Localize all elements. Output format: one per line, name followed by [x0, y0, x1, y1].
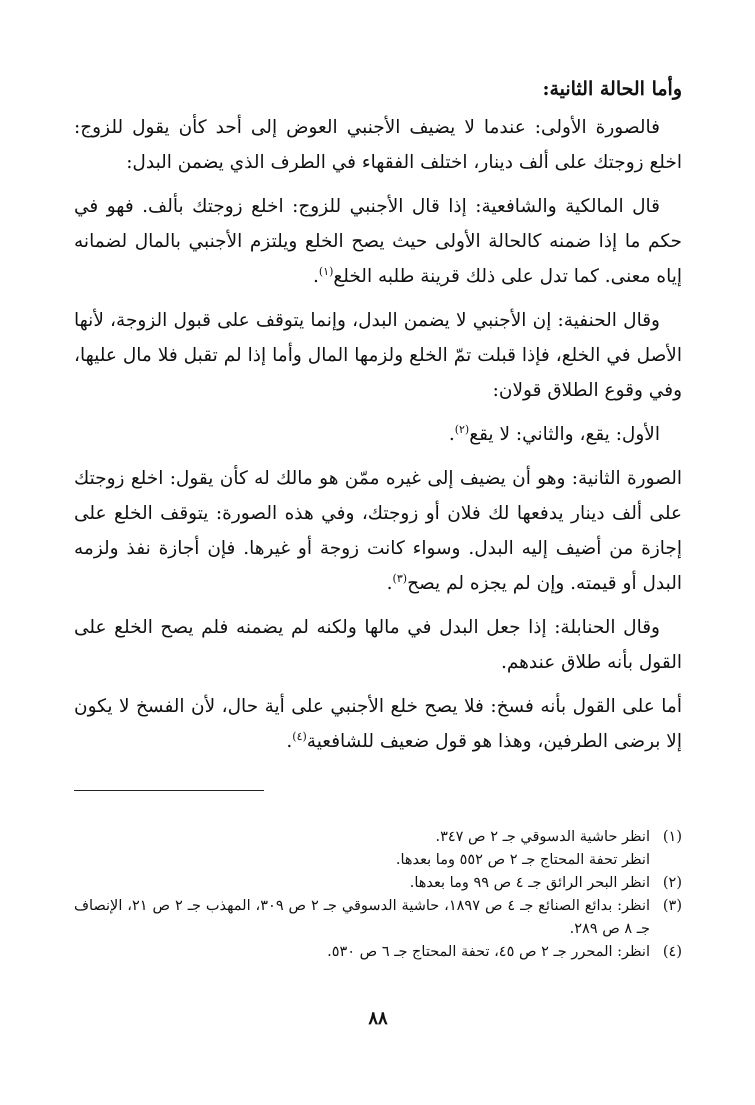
paragraph-text: الصورة الثانية: وهو أن يضيف إلى غيره ممّن هو مالك له كأن يقول: اخلع زوجتك على ألف دينار يدفعها لك فلان أو زوجتك، وفي هذه الصورة: يتوقف الخلع على إجازة من أضيف إليه البدل. وسواء كانت زوجة أو غيرها. فإن أجازة نفذ ولزمه البدل أو قيمته. وإن لم يجزه لم يصح [74, 468, 682, 594]
paragraph-first-form [74, 110, 682, 180]
page-number: ٨٨ [368, 1008, 388, 1029]
punctuation: . [286, 731, 293, 752]
footnotes [74, 826, 682, 964]
footnote-4 [74, 941, 682, 964]
paragraph-hanbali [74, 610, 682, 680]
paragraph-hanafi [74, 303, 682, 408]
paragraph-text: أما على القول بأنه فسخ: فلا يصح خلع الأجنبي على أية حال، لأن الفسخ لا يكون إلا برضى الطرفين، وهذا هو قول ضعيف للشافعية [74, 696, 682, 752]
footnote-ref: (٣) [392, 571, 408, 585]
paragraph-text: وقال الحنفية: إن الأجنبي لا يضمن البدل، وإنما يتوقف على قبول الزوجة، لأنها الأصل في الخلع، فإذا قبلت تمّ الخلع ولزمها المال وأما إذا لم تقبل فلا مال عليها، وفي وقوع الطلاق قولان: [74, 310, 682, 401]
footnote-2 [74, 872, 682, 895]
footnote-number: (٤) [662, 944, 682, 960]
page-body [74, 70, 682, 1029]
paragraph-text: فالصورة الأولى: عندما لا يضيف الأجنبي العوض إلى أحد كأن يقول للزوج: اخلع زوجتك على ألف دينار، اختلف الفقهاء في الطرف الذي يضمن البدل: [74, 117, 682, 173]
footnote-1-continued: انظر تحفة المحتاج جـ ٢ ص ٥٥٢ وما بعدها. [395, 852, 650, 868]
footnote-1 [74, 826, 682, 849]
section-heading: وأما الحالة الثانية: [542, 78, 682, 100]
footnote-number: (٢) [662, 875, 682, 891]
footnote-text: انظر: المحرر جـ ٢ ص ٤٥، تحفة المحتاج جـ ٦ ص ٥٣٠. [327, 944, 650, 960]
footnote-ref: (٤) [292, 729, 307, 743]
paragraph-maliki-shafii [74, 189, 682, 294]
paragraph-annulment [74, 689, 682, 759]
paragraph-text: وقال الحنابلة: إذا جعل البدل في مالها ولكنه لم يضمنه فلم يصح الخلع على القول بأنه طلاق عندهم. [74, 617, 682, 673]
paragraph-two-opinions [74, 417, 682, 452]
footnote-divider [74, 790, 264, 791]
punctuation: . [448, 424, 455, 445]
punctuation: . [312, 266, 319, 287]
punctuation: . [386, 573, 393, 594]
footnote-text: انظر حاشية الدسوقي جـ ٢ ص ٣٤٧. [435, 829, 650, 845]
paragraph-second-form [74, 461, 682, 601]
footnote-ref: (٢) [454, 422, 470, 436]
paragraph-text: الأول: يقع، والثاني: لا يقع [469, 424, 660, 445]
footnote-text: انظر: بدائع الصنائع جـ ٤ ص ١٨٩٧، حاشية الدسوقي جـ ٢ ص ٣٠٩، المهذب جـ ٢ ص ٢١، الإنصاف جـ ٨ ص ٢٨٩. [74, 898, 651, 937]
footnote-number: (١) [662, 829, 682, 845]
footnote-3 [74, 895, 682, 941]
footnote-number: (٣) [662, 898, 682, 914]
footnote-text: انظر البحر الرائق جـ ٤ ص ٩٩ وما بعدها. [409, 875, 650, 891]
footnote-ref: (١) [318, 264, 334, 278]
paragraph-text: قال المالكية والشافعية: إذا قال الأجنبي للزوج: اخلع زوجتك بألف. فهو في حكم ما إذا ضمنه كالحالة الأولى حيث يصح الخلع ويلتزم الأجنبي بالمال لضمانه إياه معنى. كما تدل على ذلك قرينة طلبه الخلع [74, 196, 682, 287]
